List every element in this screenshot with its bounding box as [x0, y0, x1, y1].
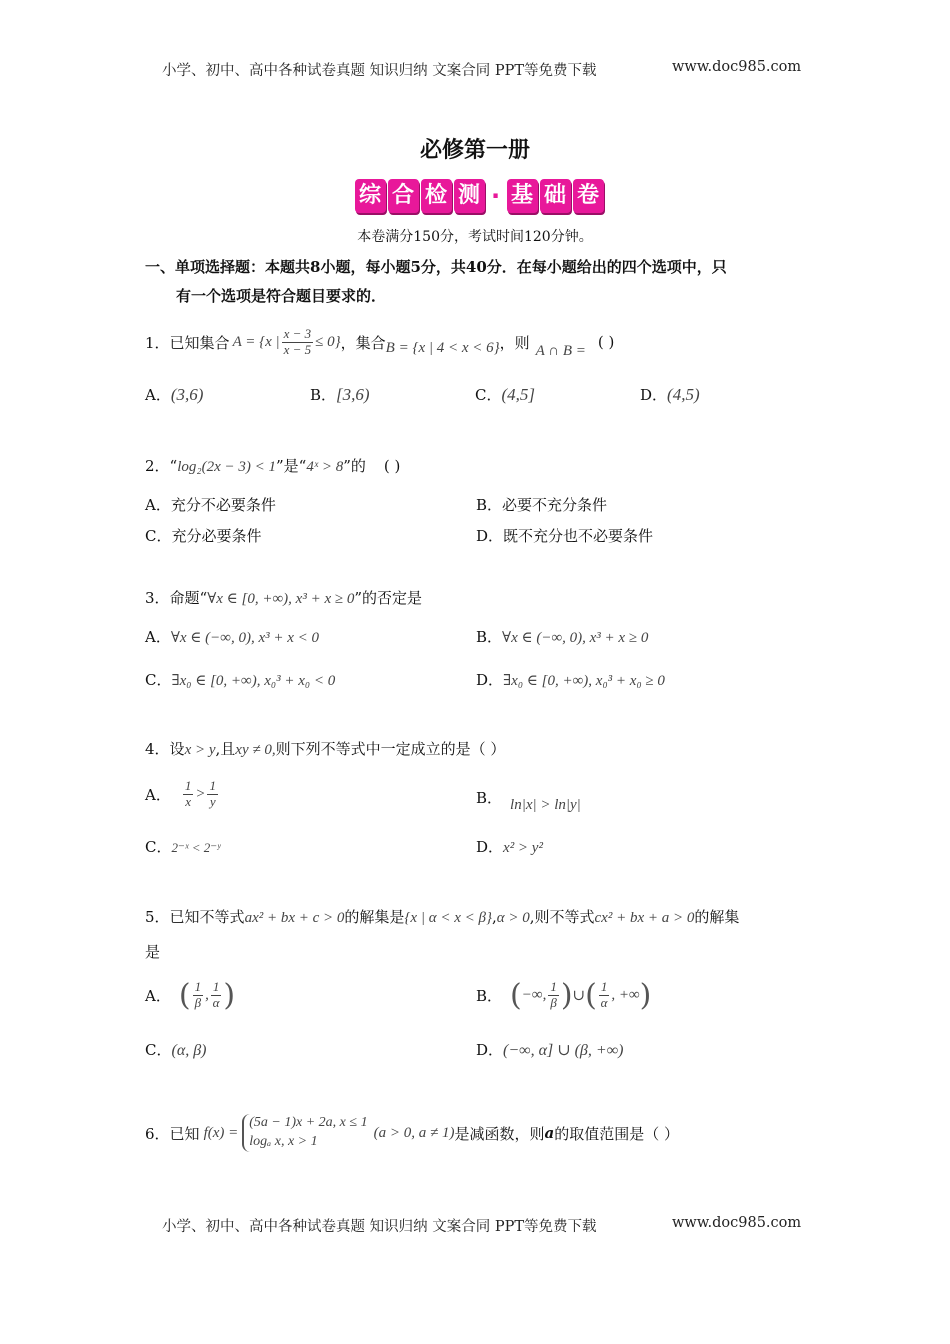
q5-line-2: 是 [145, 943, 161, 961]
banner-char: 础 [540, 179, 571, 213]
paren-close: ) [639, 977, 652, 1013]
option-label: D． [640, 386, 668, 404]
option-value: (α, β) [171, 1042, 207, 1059]
footer-url[interactable]: www.doc985.com [672, 1215, 802, 1231]
banner-char: 合 [388, 179, 419, 213]
paren-open: ( [510, 977, 522, 1013]
q1-option-d[interactable] [640, 384, 700, 405]
option-label: A． [145, 628, 171, 646]
option-value: (4,5] [501, 385, 536, 404]
q5-condition: α > 0 [496, 910, 530, 926]
q6-text-b: 是减函数，则 [454, 1124, 545, 1143]
option-value: ∃x₀ ∈ [0, +∞), x₀³ + x₀ ≥ 0 [503, 673, 665, 689]
option-value: 既不充分也不必要条件 [503, 527, 654, 545]
q5-text-b: 的解集是 [344, 908, 405, 926]
q4-text-b: ,且 [215, 740, 236, 758]
q3-text-b: ”的否定是 [354, 589, 423, 607]
fraction-den: α [212, 994, 220, 1010]
q1-set-a-lhs: A = {x | [232, 333, 280, 350]
option-label: A． [145, 386, 171, 404]
question-2 [145, 455, 400, 476]
option-label: D． [476, 527, 504, 545]
option-fraction [207, 779, 218, 809]
q2-condition-1: log₂(2x − 3) < 1 [177, 459, 276, 475]
option-value: 充分不必要条件 [170, 496, 276, 514]
option-label: B． [310, 386, 337, 404]
option-value: (3,6) [170, 385, 204, 404]
q2-option-b[interactable] [476, 494, 607, 515]
q1-set-a-fraction [282, 327, 314, 357]
q2-option-d[interactable] [476, 525, 653, 546]
q2-option-a[interactable] [145, 494, 276, 515]
q6-piecewise [242, 1114, 367, 1152]
q1-number: 1． [145, 333, 170, 352]
q1-intersection: A ∩ B = [535, 342, 586, 359]
q1-option-a[interactable] [145, 384, 203, 405]
q4-math-2: xy ≠ 0, [235, 742, 276, 758]
option-label: D． [476, 671, 504, 689]
option-value: (4,5) [667, 385, 700, 404]
question-5 [145, 906, 739, 927]
option-value: 必要不充分条件 [502, 496, 608, 514]
fraction-den: β [194, 994, 202, 1010]
q3-text-a: 命题“ [169, 589, 208, 607]
fraction-den: α [600, 994, 608, 1010]
interval-start: −∞, [521, 986, 547, 1003]
option-label: A． [145, 785, 171, 804]
fraction-num: 1 [184, 778, 192, 794]
question-4 [145, 738, 505, 759]
q5-text-d: ,则不等式 [529, 908, 595, 926]
q3-option-d[interactable] [476, 669, 665, 690]
option-label: B． [476, 628, 503, 646]
q3-option-a[interactable] [145, 626, 319, 647]
option-label: D． [476, 1041, 504, 1059]
exam-info: 本卷满分150分，考试时间120分钟。 [357, 229, 593, 245]
q2-option-c[interactable] [145, 525, 262, 546]
q6-function: f(x) = [203, 1124, 239, 1141]
q5-text-c: , [491, 908, 497, 926]
q2-quote-close: ”的 [343, 457, 366, 475]
q6-variable: a [544, 1124, 555, 1142]
banner-dot: · [490, 182, 501, 210]
q1-text-b: ，集合 [340, 333, 386, 352]
option-label: B． [476, 496, 503, 514]
banner-char: 综 [355, 179, 386, 213]
q5-option-c[interactable] [145, 1039, 207, 1060]
option-fraction [183, 779, 194, 809]
fraction-den: β [550, 994, 557, 1010]
q6-text-a: 已知 [169, 1124, 200, 1143]
q6-text-c: 的取值范围是（ ） [554, 1124, 679, 1143]
option-label: C． [145, 527, 172, 545]
q4-number: 4． [145, 740, 170, 758]
option-value: [3,6) [336, 385, 370, 404]
q5-number: 5． [145, 908, 170, 926]
q1-fraction-num: x − 3 [283, 326, 312, 342]
q5-option-d[interactable] [476, 1039, 623, 1060]
banner-char: 检 [421, 179, 452, 213]
option-label: C． [475, 386, 502, 404]
q1-text-c: ，则 [499, 333, 530, 352]
option-label: C． [145, 838, 172, 856]
q4-text-a: 设 [169, 740, 185, 758]
q3-option-b[interactable] [476, 626, 648, 647]
q1-option-c[interactable] [475, 384, 535, 405]
fraction-num: 1 [194, 979, 202, 995]
q1-fraction-den: x − 5 [283, 341, 312, 357]
q3-number: 3． [145, 589, 170, 607]
q2-mid: ”是“ [276, 457, 307, 475]
option-label: D． [476, 838, 504, 856]
footer-text: 小学、初中、高中各种试卷真题 知识归纳 文案合同 PPT等免费下载 [162, 1219, 597, 1235]
q5-option-a[interactable] [145, 972, 235, 1018]
q6-case-1: (5a − 1)x + 2a, x ≤ 1 [249, 1115, 368, 1131]
header-text: 小学、初中、高中各种试卷真题 知识归纳 文案合同 PPT等免费下载 [162, 63, 597, 79]
option-value: ∃x₀ ∈ [0, +∞), x₀³ + x₀ < 0 [171, 673, 336, 689]
fraction-num: 1 [212, 979, 220, 995]
q4-text-c: 则下列不等式中一定成立的是（ ） [275, 740, 506, 758]
q5-text-e: 的解集 [694, 908, 740, 926]
q5-inequality-2: cx² + bx + a > 0 [594, 910, 695, 926]
q1-text-a: 已知集合 [169, 333, 230, 352]
fraction-den: y [209, 793, 216, 809]
interval-end: , +∞ [611, 986, 640, 1003]
page-title: 必修第一册 [419, 137, 530, 163]
union-symbol: ∪ [572, 987, 586, 1004]
fraction-num: 1 [209, 778, 216, 794]
banner-char: 卷 [573, 179, 604, 213]
paren-close: ) [560, 977, 573, 1013]
paren-open: ( [178, 977, 191, 1013]
option-label: A． [145, 986, 171, 1005]
q2-answer-paren: ( ) [383, 457, 401, 475]
option-fraction [211, 980, 222, 1010]
title-banner [343, 176, 615, 216]
option-label: C． [145, 671, 172, 689]
option-value: (−∞, α] ∪ (β, +∞) [503, 1042, 624, 1059]
banner-char: 基 [507, 179, 538, 213]
paren-close: ) [223, 977, 236, 1013]
question-6 [145, 1108, 679, 1158]
banner-char: 测 [454, 179, 485, 213]
q2-condition-2: 4ˣ > 8 [306, 459, 344, 475]
q1-answer-paren: ( ) [597, 333, 615, 351]
q1-set-b: B = {x | 4 < x < 6} [385, 339, 500, 356]
q4-option-c[interactable] [145, 836, 220, 857]
q2-number: 2． [145, 457, 170, 475]
question-3 [145, 587, 422, 608]
option-fraction [599, 980, 610, 1010]
q4-option-d[interactable] [476, 836, 543, 857]
fraction-num: 1 [550, 979, 557, 995]
option-label: C． [145, 1041, 172, 1059]
q4-math-1: x > y [184, 742, 216, 758]
section-heading-line2: 有一个选项是符合题目要求的． [176, 287, 387, 305]
option-value: x² > y² [503, 840, 543, 856]
header-url[interactable]: www.doc985.com [672, 59, 802, 75]
q5-text-a: 已知不等式 [169, 908, 245, 926]
option-value: 2⁻ˣ < 2⁻ʸ [171, 840, 221, 855]
fraction-num: 1 [600, 979, 608, 995]
option-operator: > [195, 785, 206, 802]
q5-inequality-1: ax² + bx + c > 0 [244, 910, 345, 926]
option-label: B． [476, 789, 503, 807]
q5-solution-set: {x | α < x < β} [404, 910, 492, 926]
q4-option-a[interactable] [145, 772, 220, 816]
q6-condition: (a > 0, a ≠ 1) [373, 1124, 455, 1141]
paren-open: ( [585, 977, 597, 1013]
section-heading-line1: 一、单项选择题：本题共8小题，每小题5分，共40分．在每小题给出的四个选项中，只 [145, 258, 727, 276]
q1-option-b[interactable] [310, 384, 370, 405]
q5-option-b[interactable] [476, 972, 651, 1018]
q3-option-c[interactable] [145, 669, 335, 690]
q2-quote-open: “ [169, 457, 178, 475]
option-value: ln|x| > ln|y| [510, 797, 581, 813]
fraction-den: x [185, 793, 191, 809]
q3-proposition: ∀x ∈ [0, +∞), x³ + x ≥ 0 [207, 591, 355, 607]
question-1 [145, 322, 614, 362]
option-label: B． [476, 986, 503, 1005]
comma: , [205, 986, 209, 1003]
option-fraction [548, 980, 559, 1010]
option-value: 充分必要条件 [171, 527, 262, 545]
q1-set-a-rhs: ≤ 0} [315, 333, 341, 350]
option-fraction [193, 980, 204, 1010]
option-label: A． [145, 496, 171, 514]
q4-option-b[interactable] [476, 787, 581, 813]
option-value: ∀x ∈ (−∞, 0), x³ + x < 0 [170, 630, 320, 646]
q6-case-2: logₐ x, x > 1 [249, 1134, 318, 1149]
option-value: ∀x ∈ (−∞, 0), x³ + x ≥ 0 [502, 630, 649, 646]
q6-number: 6． [145, 1124, 170, 1143]
